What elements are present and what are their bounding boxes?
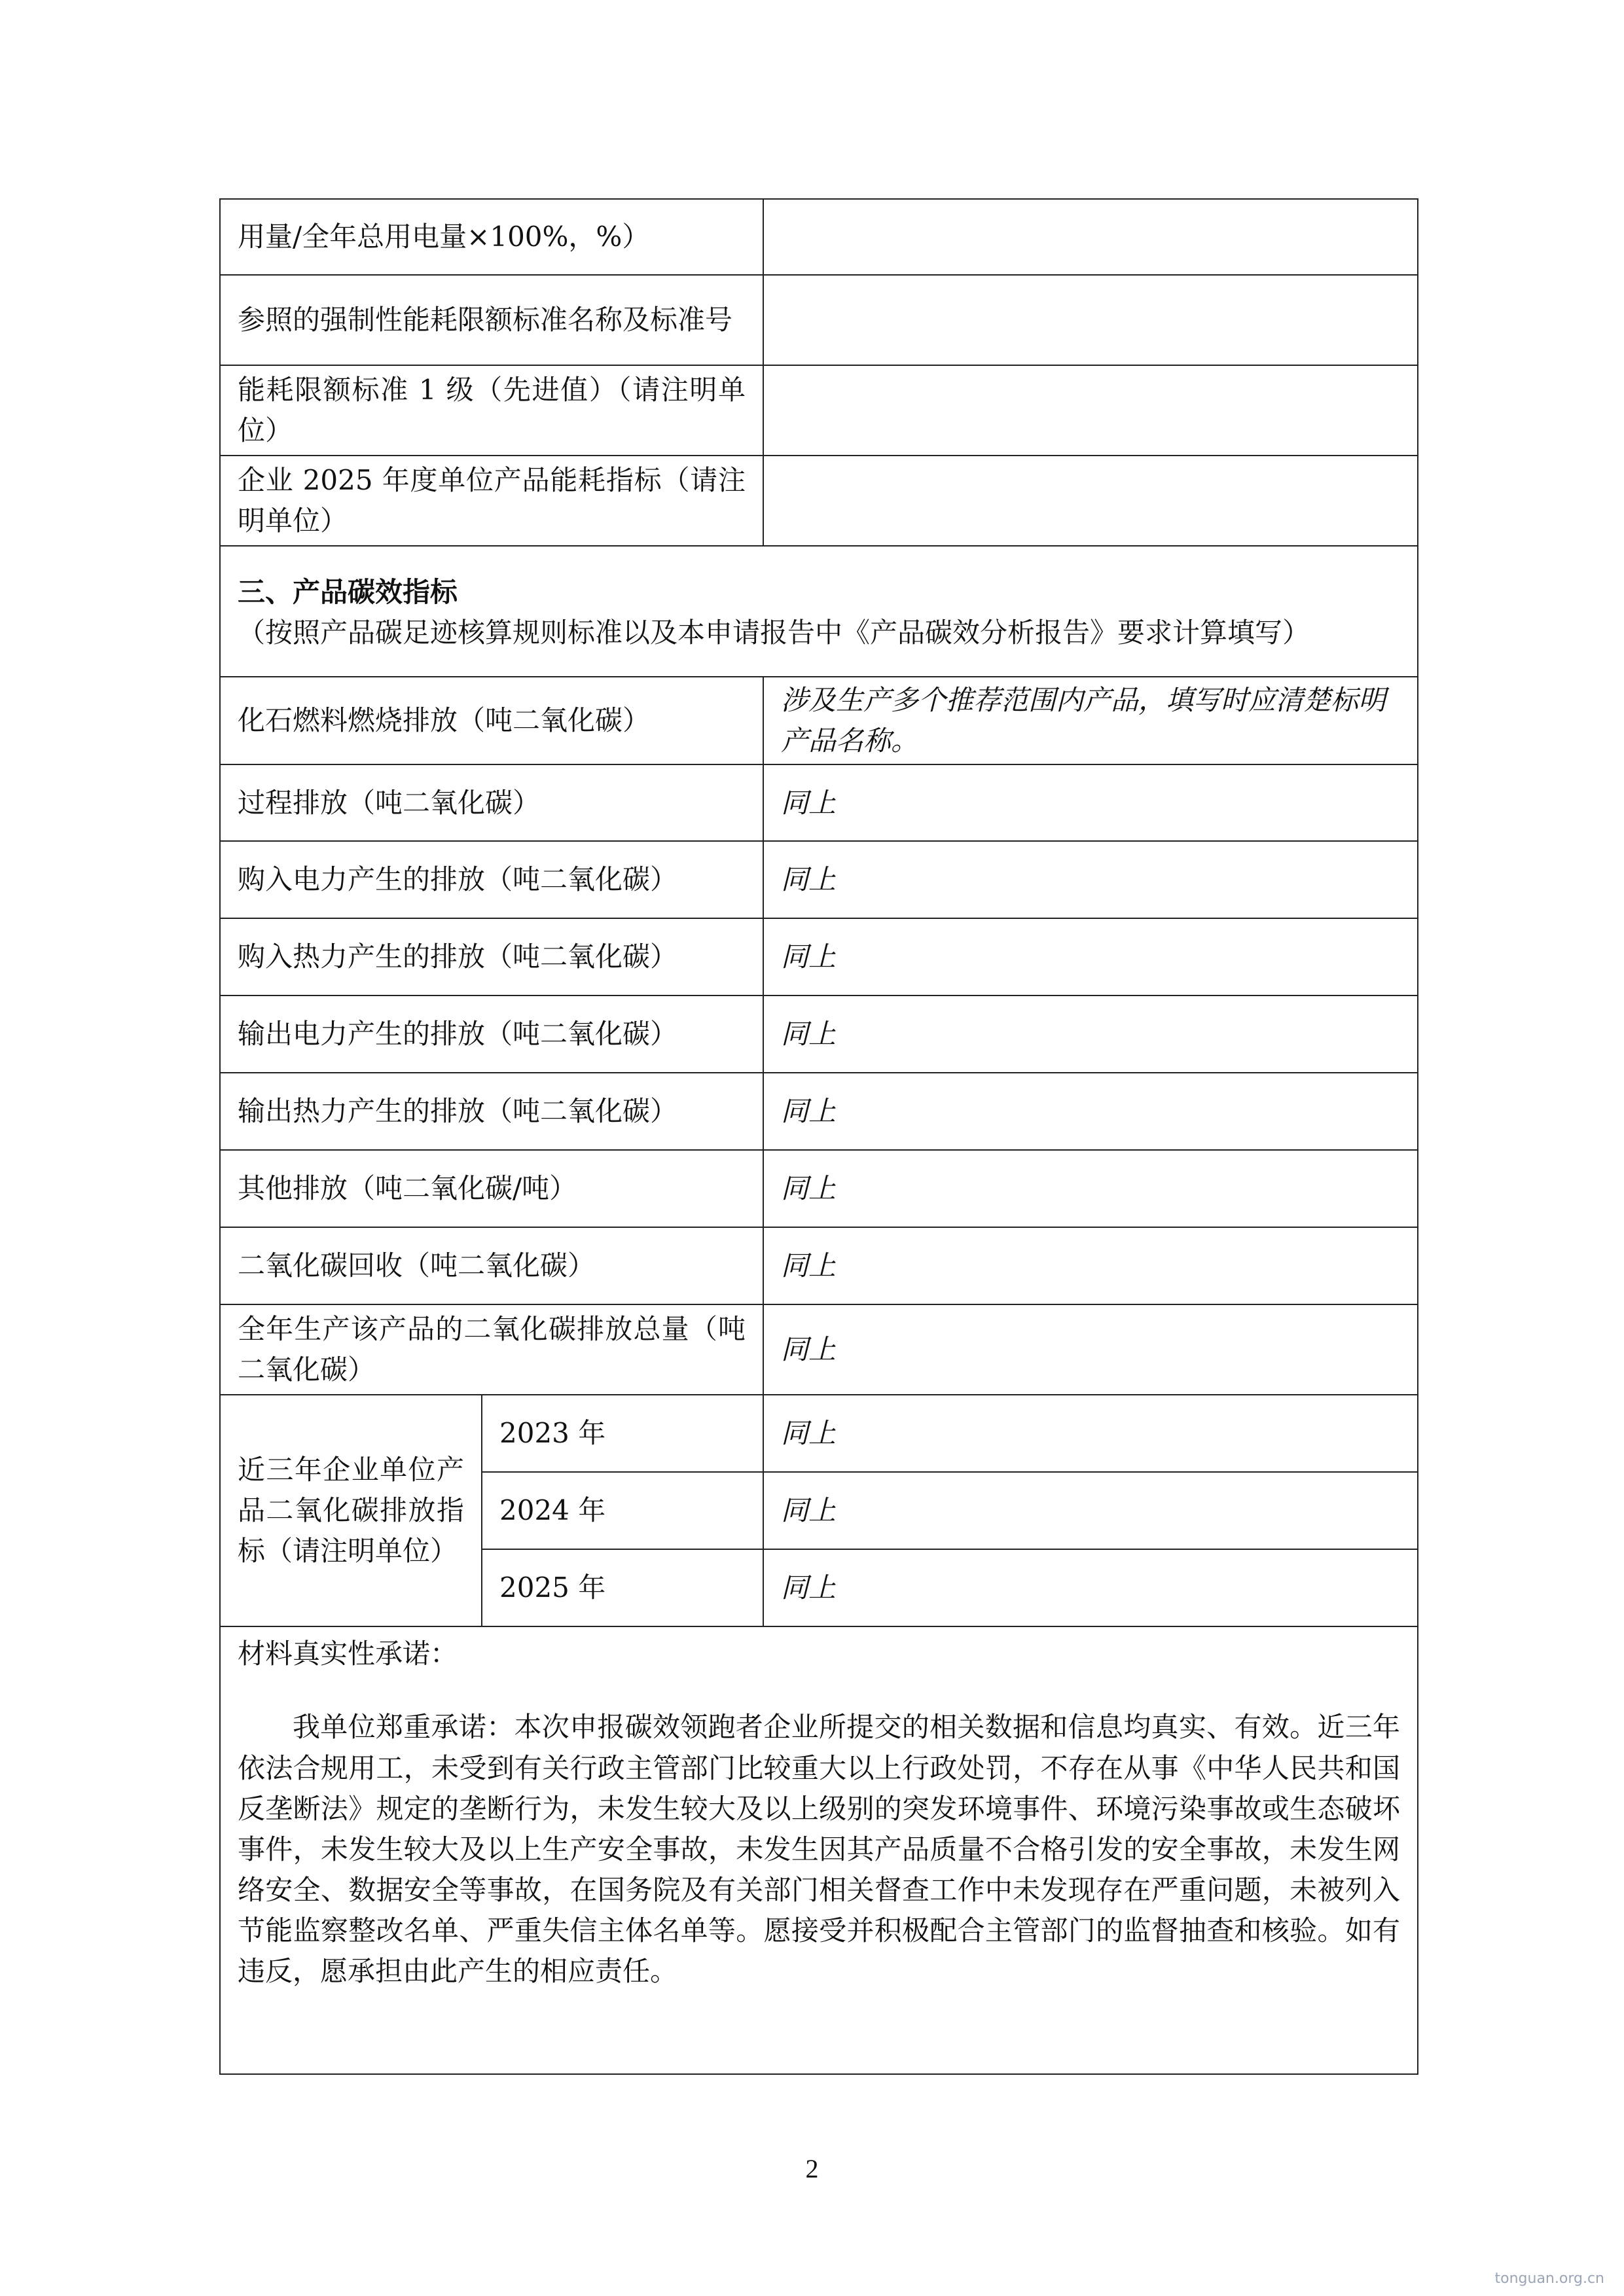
pledge-title: 材料真实性承诺：	[238, 1638, 458, 1670]
table-row	[220, 764, 1418, 841]
table-row	[220, 365, 1418, 456]
application-form-table	[219, 198, 1418, 2075]
value-cell[interactable]	[763, 275, 1418, 365]
row-label: 过程排放（吨二氧化碳）	[220, 764, 763, 841]
value-cell[interactable]: 同上	[763, 764, 1418, 841]
value-cell[interactable]	[763, 456, 1418, 546]
value-cell[interactable]: 同上	[763, 1150, 1418, 1227]
table-row	[220, 1304, 1418, 1395]
table-row	[220, 1227, 1418, 1304]
year-cell: 2025 年	[482, 1549, 763, 1626]
row-label: 化石燃料燃烧排放（吨二氧化碳）	[220, 677, 763, 764]
value-cell[interactable]: 涉及生产多个推荐范围内产品，填写时应清楚标明产品名称。	[763, 677, 1418, 764]
row-label: 能耗限额标准 1 级（先进值）（请注明单位）	[220, 365, 763, 456]
section-title: 三、产品碳效指标	[238, 575, 458, 608]
section-header-row	[220, 546, 1418, 677]
value-cell[interactable]	[763, 199, 1418, 275]
row-label: 全年生产该产品的二氧化碳排放总量（吨二氧化碳）	[220, 1304, 763, 1395]
table-row	[220, 456, 1418, 546]
table-row	[220, 996, 1418, 1073]
section-note: （按照产品碳足迹核算规则标准以及本申请报告中《产品碳效分析报告》要求计算填写）	[238, 617, 1310, 649]
table-row	[220, 199, 1418, 275]
recent-years-label: 近三年企业单位产品二氧化碳排放指标（请注明单位）	[220, 1395, 482, 1626]
value-cell[interactable]: 同上	[763, 1073, 1418, 1150]
pledge-row	[220, 1626, 1418, 2074]
pledge-body: 我单位郑重承诺：本次申报碳效领跑者企业所提交的相关数据和信息均真实、有效。近三年依法合规用工，未受到有关行政主管部门比较重大以上行政处罚，不存在从事《中华人民共和国反垄断法》规定的垄断行为，未发生较大及以上级别的突发环境事件、环境污染事故或生态破坏事件，未发生较大及以上生产安全事故，未发生因其产品质量不合格引发的安全事故，未发生网络安全、数据安全等事故，在国务院及有关部门相关督查工作中未发现存在严重问题，未被列入节能监察整改名单、严重失信主体名单等。愿接受并积极配合主管部门的监督抽查和核验。如有违反，愿承担由此产生的相应责任。	[238, 1711, 1401, 1988]
row-label: 输出热力产生的排放（吨二氧化碳）	[220, 1073, 763, 1150]
value-cell[interactable]: 同上	[763, 1472, 1418, 1549]
row-label: 购入热力产生的排放（吨二氧化碳）	[220, 918, 763, 996]
pledge-cell	[220, 1626, 1418, 2074]
section-header-cell	[220, 546, 1418, 677]
table-row	[220, 918, 1418, 996]
value-cell[interactable]: 同上	[763, 996, 1418, 1073]
page-number: 2	[805, 2154, 819, 2183]
table-row	[220, 1395, 1418, 1472]
value-cell[interactable]: 同上	[763, 1227, 1418, 1304]
watermark: tonguan.org.cn	[1494, 2270, 1604, 2287]
table-row	[220, 1073, 1418, 1150]
table-row	[220, 677, 1418, 764]
table-row	[220, 841, 1418, 918]
row-label: 参照的强制性能耗限额标准名称及标准号	[220, 275, 763, 365]
value-cell[interactable]: 同上	[763, 1549, 1418, 1626]
value-cell[interactable]: 同上	[763, 1304, 1418, 1395]
value-cell[interactable]: 同上	[763, 1395, 1418, 1472]
row-label: 用量/全年总用电量×100%，%）	[220, 199, 763, 275]
year-cell: 2023 年	[482, 1395, 763, 1472]
row-label: 输出电力产生的排放（吨二氧化碳）	[220, 996, 763, 1073]
row-label: 其他排放（吨二氧化碳/吨）	[220, 1150, 763, 1227]
value-cell[interactable]: 同上	[763, 918, 1418, 996]
row-label: 购入电力产生的排放（吨二氧化碳）	[220, 841, 763, 918]
row-label: 二氧化碳回收（吨二氧化碳）	[220, 1227, 763, 1304]
table-row	[220, 1150, 1418, 1227]
value-cell[interactable]: 同上	[763, 841, 1418, 918]
year-cell: 2024 年	[482, 1472, 763, 1549]
row-label: 企业 2025 年度单位产品能耗指标（请注明单位）	[220, 456, 763, 546]
value-cell[interactable]	[763, 365, 1418, 456]
table-row	[220, 275, 1418, 365]
